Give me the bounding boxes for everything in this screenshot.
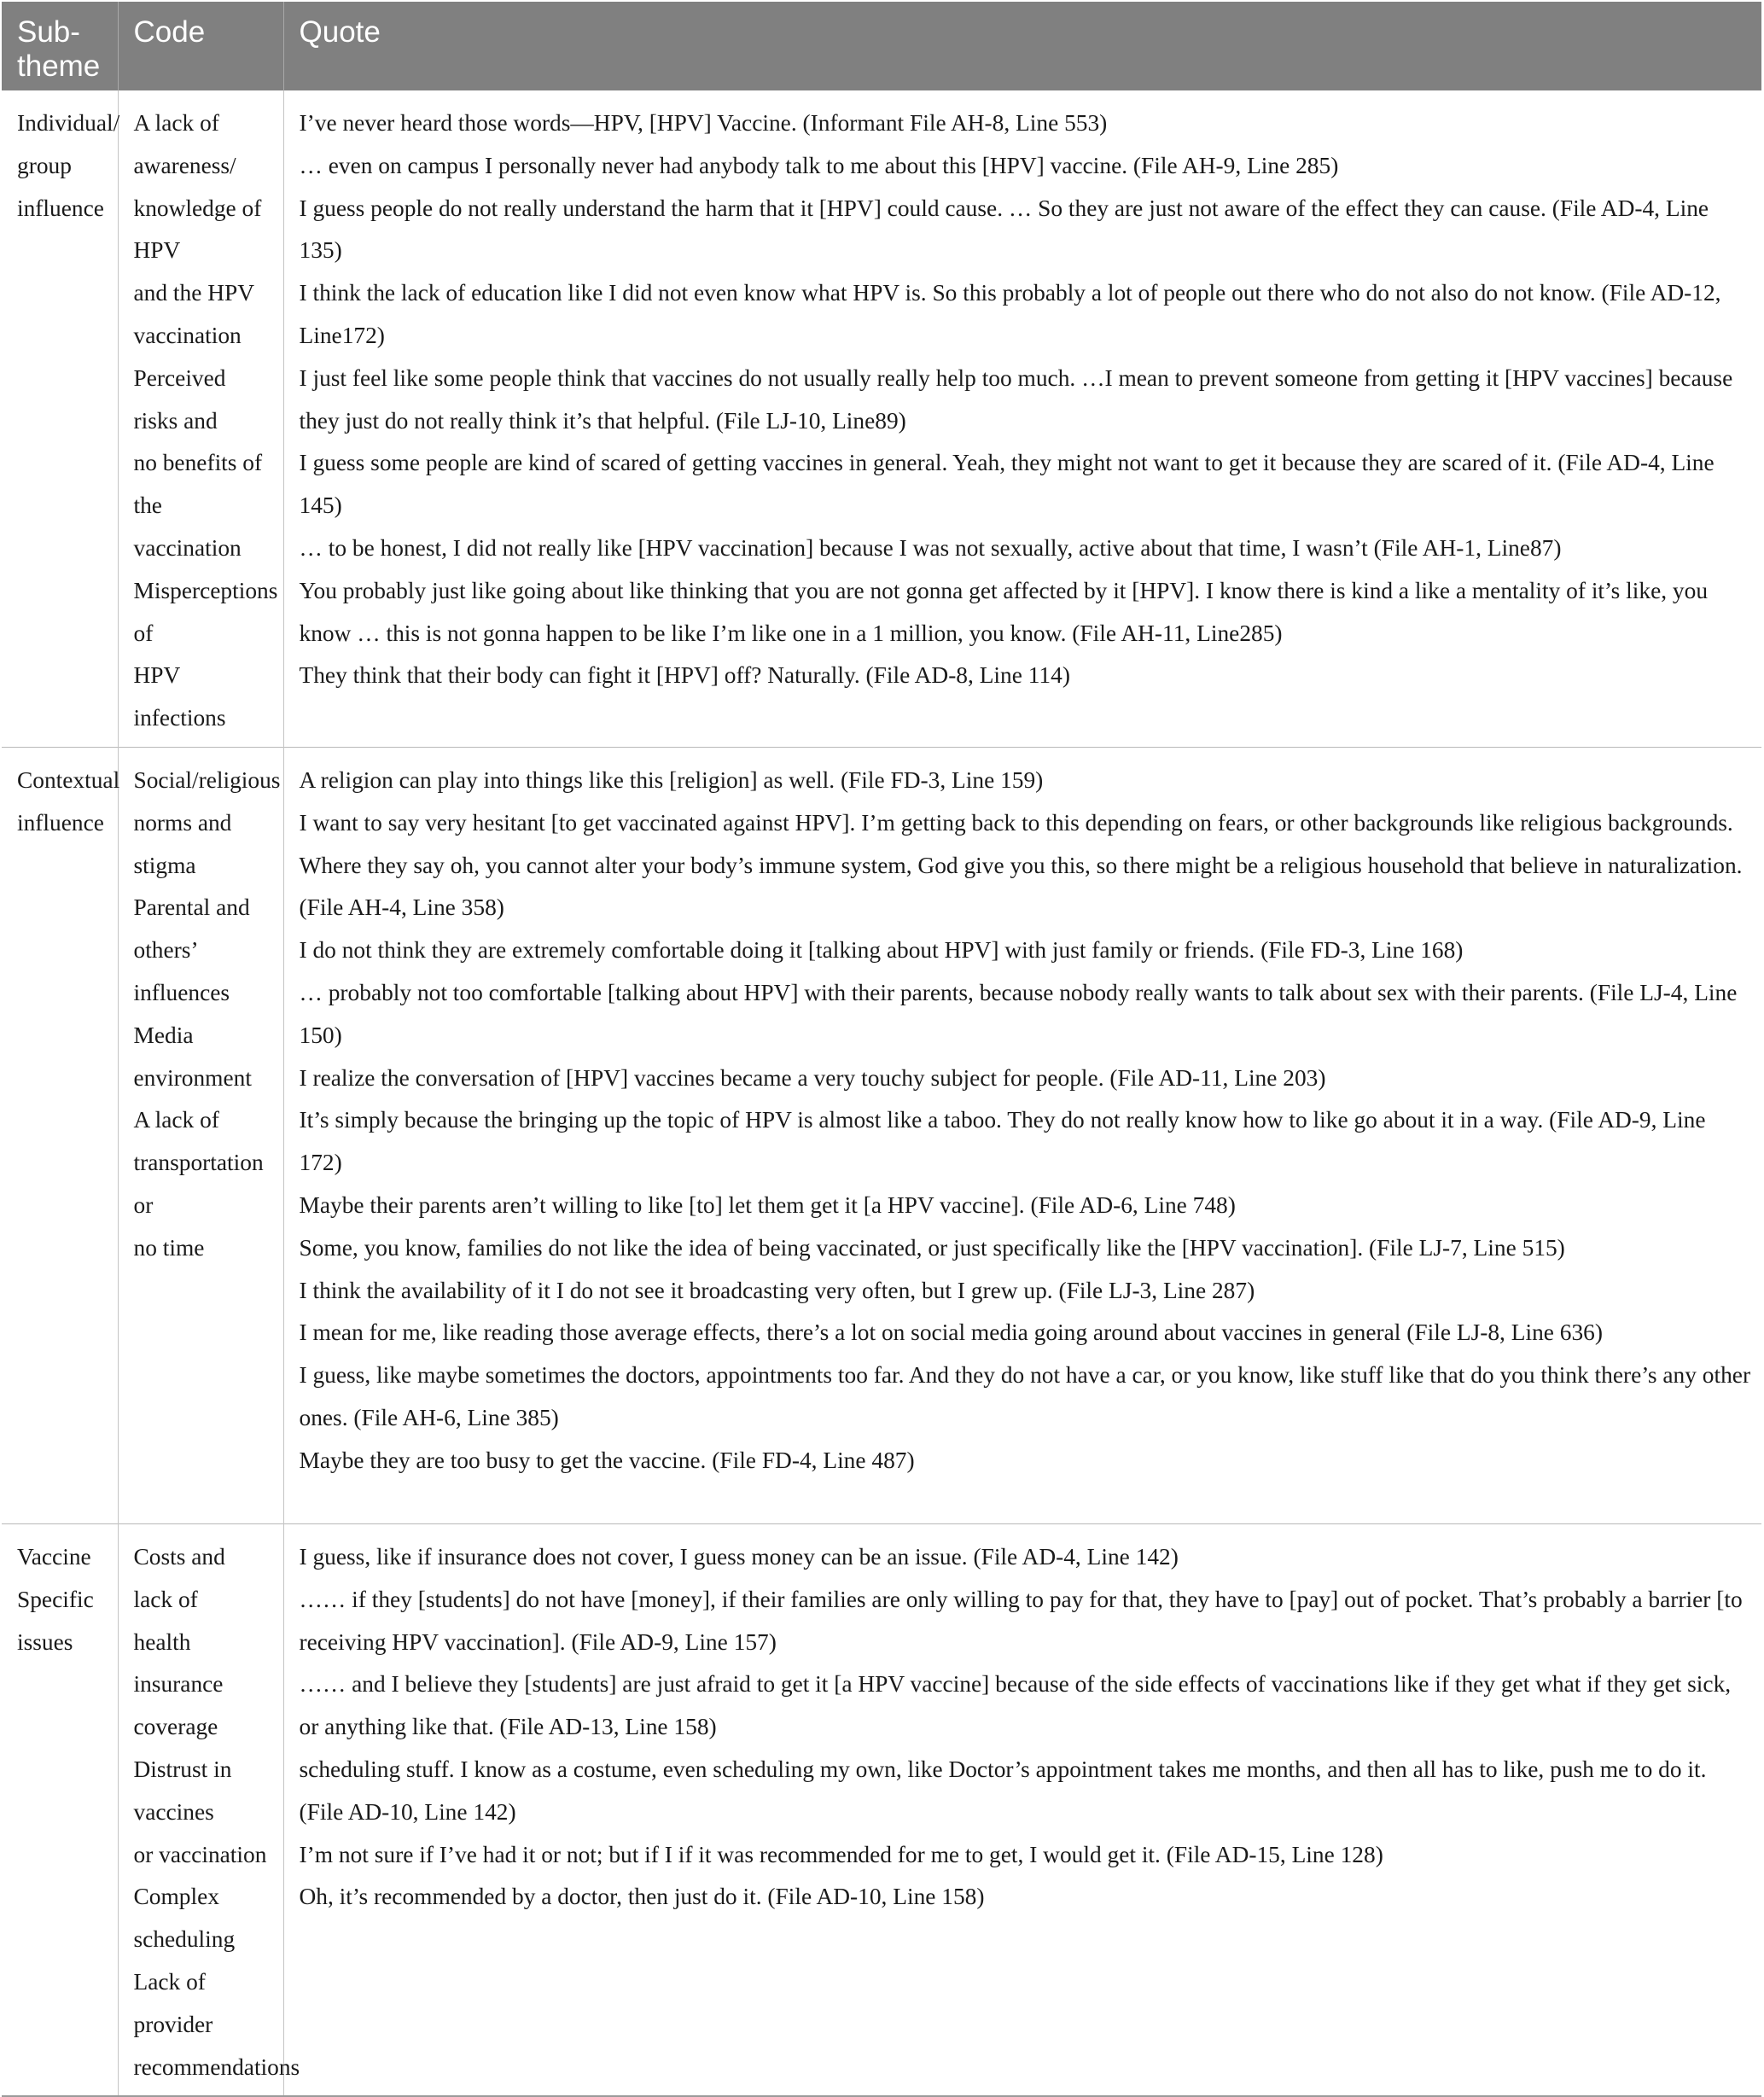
quote-text: I guess, like if insurance does not cover, I guess money can be an issue. (File AD-4, Line 142) <box>299 1543 1179 1570</box>
quote-text: I realize the conversation of [HPV] vaccines became a very touchy subject for people. (File AD-11, Line 203) <box>299 1064 1326 1091</box>
quote-text: I think the availability of it I do not see it broadcasting very often, but I grew up. (File LJ-3, Line 287) <box>299 1277 1255 1303</box>
quote-text: Maybe they are too busy to get the vaccine. (File FD-4, Line 487) <box>299 1447 915 1473</box>
header-code: Code <box>118 2 283 90</box>
table-row <box>2 1523 1761 2096</box>
header-quote: Quote <box>283 2 1761 90</box>
quote-text: I guess, like maybe sometimes the doctors, appointments too far. And they do not have a car, or you know, like stuff like that do you think there’s any other ones. (File AH-6, Line 385) <box>299 1362 1751 1430</box>
quote-text: I guess some people are kind of scared of getting vaccines in general. Yeah, they might not want to get it because they are scared of it. (File AD-4, Line 145) <box>299 450 1715 519</box>
quote-text: I think the lack of education like I did not even know what HPV is. So this probably a lot of people out there who do not also do not know. (File AD-12, Line172) <box>299 280 1721 348</box>
quote-cell <box>283 90 1761 747</box>
quote-text: scheduling stuff. I know as a costume, even scheduling my own, like Doctor’s appointment takes me months, and then all has to like, push me to do it. (File AD-10, Line 142) <box>299 1756 1707 1825</box>
themes-table <box>2 2 1761 2097</box>
subtheme-cell: Vaccine Specific issues <box>2 1523 118 2096</box>
quote-text: …… if they [students] do not have [money], if their families are only willing to pay for that, they have to [pay] out of pocket. That’s probably a barrier [to receiving HPV vaccination]. (File AD-9, Line 157) <box>299 1586 1743 1655</box>
quote-text: Oh, it’s recommended by a doctor, then just do it. (File AD-10, Line 158) <box>299 1884 985 1910</box>
quote-text: I mean for me, like reading those average effects, there’s a lot on social media going around about vaccines in general (File LJ-8, Line 636) <box>299 1319 1603 1346</box>
quote-text: You probably just like going about like thinking that you are not gonna get affected by it [HPV]. I know there is kind a like a mentality of it’s like, you know … this is not gonna happen to be like I’m like one in a 1 million, you know. (File AH-11, Line285) <box>299 577 1709 646</box>
subtheme-cell: Individual/ group influence <box>2 90 118 747</box>
quote-cell <box>283 1523 1761 2096</box>
quote-text: I want to say very hesitant [to get vaccinated against HPV]. I’m getting back to this depending on fears, or other backgrounds like religious backgrounds. Where they say oh, you cannot alter your body’s immune system, God give you this, so there might be a religious household that believe in naturalization. (File AH-4, Line 358) <box>299 809 1743 921</box>
quote-text: I do not think they are extremely comfortable doing it [talking about HPV] with just family or friends. (File FD-3, Line 168) <box>299 937 1464 964</box>
table-row <box>2 747 1761 1523</box>
quote-text: I’m not sure if I’ve had it or not; but if I if it was recommended for me to get, I would get it. (File AD-15, Line 128) <box>299 1841 1383 1867</box>
quote-text: I’ve never heard those words—HPV, [HPV] Vaccine. (Informant File AH-8, Line 553) <box>299 110 1108 136</box>
quote-text: … even on campus I personally never had anybody talk to me about this [HPV] vaccine. (File AH-9, Line 285) <box>299 152 1339 178</box>
code-cell: Costs and lack of health insurance coverage Distrust in vaccines or vaccination Complex scheduling Lack of provider recommendations <box>118 1523 283 2096</box>
quote-text: … probably not too comfortable [talking about HPV] with their parents, because nobody really wants to talk about sex with their parents. (File LJ-4, Line 150) <box>299 979 1738 1048</box>
table-header-row <box>2 2 1761 90</box>
quote-text: They think that their body can fight it [HPV] off? Naturally. (File AD-8, Line 114) <box>299 662 1070 689</box>
quote-text: It’s simply because the bringing up the topic of HPV is almost like a taboo. They do not really know how to like go about it in a way. (File AD-9, Line 172) <box>299 1107 1706 1176</box>
quote-cell <box>283 747 1761 1523</box>
table-row <box>2 90 1761 747</box>
quote-text: I guess people do not really understand the harm that it [HPV] could cause. … So they are just not aware of the effect they can cause. (File AD-4, Line 135) <box>299 195 1709 264</box>
quote-text: I just feel like some people think that vaccines do not usually really help too much. …I mean to prevent someone from getting it [HPV vaccines] because they just do not really think it’s that helpful. (File LJ-10, Line89) <box>299 364 1733 434</box>
subtheme-cell: Contextual influence <box>2 747 118 1523</box>
quote-text: A religion can play into things like this [religion] as well. (File FD-3, Line 159) <box>299 766 1044 793</box>
quote-text: Some, you know, families do not like the idea of being vaccinated, or just specifically like the [HPV vaccination]. (File LJ-7, Line 515) <box>299 1234 1565 1261</box>
quote-text: Maybe their parents aren’t willing to like [to] let them get it [a HPV vaccine]. (File AD-6, Line 748) <box>299 1191 1236 1218</box>
quote-text: … to be honest, I did not really like [HPV vaccination] because I was not sexually, active about that time, I wasn’t (File AH-1, Line87) <box>299 534 1562 561</box>
code-cell: Social/religious norms and stigma Parental and others’ influences Media environment A lack of transportation or no time <box>118 747 283 1523</box>
quote-text: …… and I believe they [students] are just afraid to get it [a HPV vaccine] because of the side effects of vaccinations like if they get what if they get sick, or anything like that. (File AD-13, Line 158) <box>299 1671 1732 1740</box>
header-subtheme: Sub- theme <box>2 2 118 90</box>
code-cell: A lack of awareness/ knowledge of HPV and the HPV vaccination Perceived risks and no benefits of the vaccination Misperceptions of HPV infections <box>118 90 283 747</box>
